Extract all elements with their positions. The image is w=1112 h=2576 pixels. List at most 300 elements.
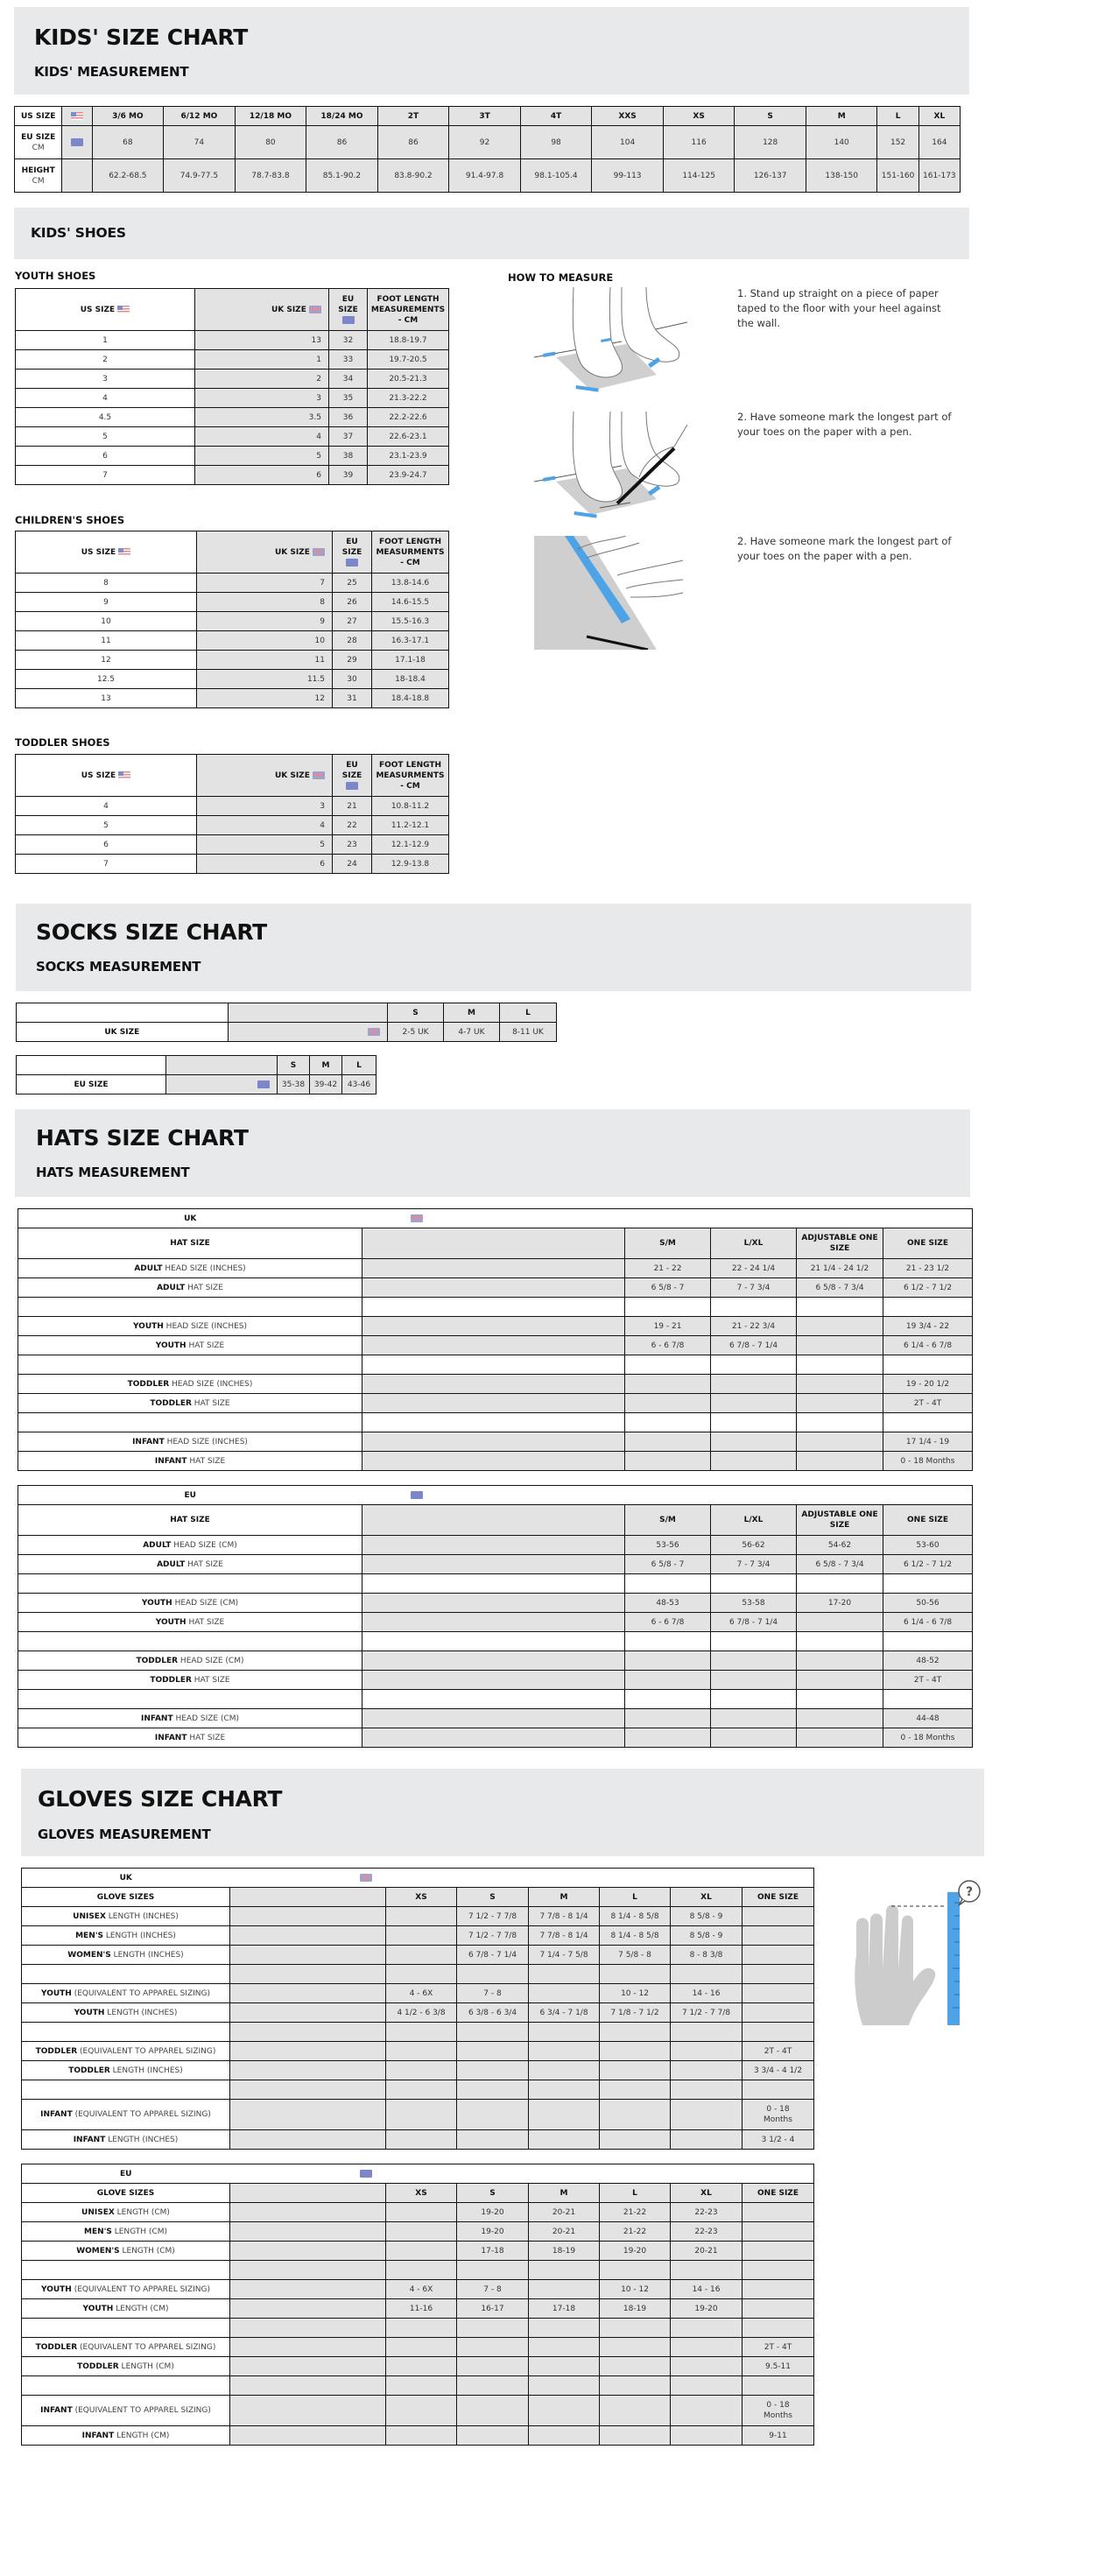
hats-cell [711, 1413, 797, 1432]
shoe-size-row [16, 593, 449, 612]
uk-flag-icon [360, 1874, 372, 1882]
gloves-cell [529, 1965, 600, 1984]
hats-row-label-group: TODDLER [136, 1656, 179, 1665]
gloves-row-label-group: WOMEN'S [76, 2246, 120, 2256]
uk-size-cell: 6 [195, 466, 329, 485]
foot-length-cell: 18-18.4 [372, 670, 449, 689]
gloves-row-label-group: YOUTH [41, 2284, 72, 2294]
hats-column-header: L/XL [711, 1228, 797, 1259]
socks-uk-size-l: L [499, 1003, 556, 1023]
gloves-cell [743, 1907, 814, 1926]
gloves-row-label-measure: LENGTH (CM) [111, 2227, 168, 2236]
gloves-cell: 3 3/4 - 4 1/2 [743, 2061, 814, 2080]
kids-cell: 126-137 [735, 159, 806, 193]
gloves-cell: 9.5-11 [743, 2357, 814, 2376]
gloves-row-label-group: INFANT [40, 2406, 73, 2415]
kids-row-flag [62, 159, 92, 193]
hats-row-label-group: INFANT [154, 1733, 187, 1742]
hats-cell [711, 1394, 797, 1413]
us-size-cell: 10 [16, 612, 197, 631]
gloves-cell [743, 2003, 814, 2023]
foot-length-cell: 23.1-23.9 [368, 447, 449, 466]
hats-cell: 17 1/4 - 19 [883, 1432, 973, 1452]
hats-cell [711, 1355, 797, 1375]
gloves-row-label-measure: LENGTH (INCHES) [105, 2135, 179, 2144]
hats-header-row [18, 1505, 973, 1536]
gloves-row-label [22, 2242, 230, 2261]
uk-size-cell: 9 [197, 612, 333, 631]
hats-spacer-row [18, 1690, 973, 1709]
gloves-cell: 2T - 4T [743, 2338, 814, 2357]
gloves-row-label-measure: (EQUIVALENT TO APPAREL SIZING) [72, 2406, 211, 2415]
gloves-cell [457, 2061, 529, 2080]
hats-row-label-group: TODDLER [150, 1398, 192, 1408]
gloves-cell [457, 2261, 529, 2280]
uk-size-cell: 1 [195, 350, 329, 370]
gloves-row-label-group: TODDLER [35, 2342, 78, 2352]
gloves-row-label-measure: (EQUIVALENT TO APPAREL SIZING) [71, 2284, 210, 2294]
hats-cell [797, 1728, 883, 1748]
hats-row [18, 1259, 973, 1278]
hats-cell: 6 5/8 - 7 3/4 [797, 1555, 883, 1574]
hats-row [18, 1432, 973, 1452]
gloves-cell: 4 1/2 - 6 3/8 [386, 2003, 457, 2023]
eu-size-cell: 36 [329, 408, 368, 427]
uk-size-header [195, 289, 329, 331]
shoe-size-row [16, 427, 449, 447]
gloves-row-label [22, 1907, 230, 1926]
gloves-row [22, 2042, 814, 2061]
gloves-cell [671, 2426, 743, 2446]
gloves-row-label [22, 2100, 230, 2130]
uk-size-label: UK SIZE [271, 305, 306, 314]
hats-row-label [18, 1709, 362, 1728]
hats-row-label-measure: HAT SIZE [191, 1675, 230, 1685]
gloves-row-label-group: YOUTH [74, 2008, 105, 2017]
hats-spacer-row [18, 1355, 973, 1375]
foot-length-header: FOOT LENGTH MEASURMENTS - CM [372, 531, 449, 574]
uk-size-label: UK SIZE [274, 771, 310, 780]
hats-row-label-measure: HAT SIZE [187, 1456, 226, 1466]
gloves-cell [743, 2222, 814, 2242]
hats-cell: 53-56 [625, 1536, 711, 1555]
kids-cell: S [735, 107, 806, 126]
gloves-size-chart-banner [21, 1769, 984, 1856]
gloves-cell: 7 1/8 - 7 1/2 [600, 2003, 671, 2023]
gloves-cell [743, 2242, 814, 2261]
gloves-cell [386, 2357, 457, 2376]
socks-uk-value-l: 8-11 UK [499, 1023, 556, 1042]
gloves-cell [457, 1965, 529, 1984]
gloves-cell: 7 - 8 [457, 1984, 529, 2003]
eu-size-cell: 23 [333, 835, 372, 855]
gloves-cell [386, 2203, 457, 2222]
gloves-cell [457, 2023, 529, 2042]
gloves-row-label [22, 2338, 230, 2357]
gloves-cell: 17-18 [529, 2299, 600, 2319]
kids-row-label-text: US SIZE [20, 111, 56, 121]
hats-column-header: L/XL [711, 1505, 797, 1536]
gloves-cell [457, 2396, 529, 2426]
gloves-cell: 10 - 12 [600, 1984, 671, 2003]
hats-row-label-group: INFANT [140, 1714, 173, 1723]
hats-row-label [18, 1728, 362, 1748]
gloves-cell [600, 2426, 671, 2446]
us-size-cell: 1 [16, 331, 195, 350]
how-to-step-3: 2. Have someone mark the longest part of your toes on the paper with a pen. [737, 535, 952, 562]
hats-row [18, 1278, 973, 1298]
kids-cell: 92 [449, 126, 521, 159]
gloves-cell [386, 2396, 457, 2426]
hats-row-blank [362, 1259, 625, 1278]
hats-row-blank [362, 1690, 625, 1709]
gloves-cell: 6 3/4 - 7 1/8 [529, 2003, 600, 2023]
hats-row-label-group: INFANT [154, 1456, 187, 1466]
gloves-row-label-measure: (EQUIVALENT TO APPAREL SIZING) [71, 1988, 210, 1998]
gloves-row-label-group: TODDLER [35, 2046, 78, 2056]
gloves-spacer-row [22, 2080, 814, 2100]
gloves-cell [386, 1946, 457, 1965]
gloves-cell [671, 2357, 743, 2376]
gloves-cell: 7 5/8 - 8 [600, 1946, 671, 1965]
gloves-column-header: XS [386, 2184, 457, 2203]
gloves-region-row [22, 2164, 814, 2184]
hats-cell [797, 1432, 883, 1452]
gloves-row-blank [230, 2003, 386, 2023]
hats-row [18, 1375, 973, 1394]
eu-flag-icon [71, 138, 83, 146]
kids-row-unit: CM [32, 176, 45, 186]
hats-row-label [18, 1536, 362, 1555]
hats-cell [797, 1651, 883, 1671]
gloves-cell [743, 1984, 814, 2003]
foot-length-cell: 10.8-11.2 [372, 797, 449, 816]
gloves-region-row [22, 1869, 814, 1888]
gloves-row-label [22, 1946, 230, 1965]
hats-row [18, 1651, 973, 1671]
gloves-cell: 4 - 6X [386, 1984, 457, 2003]
gloves-cell [529, 2280, 600, 2299]
kids-cell: 2T [377, 107, 449, 126]
kids-shoes-title: KIDS' SHOES [31, 225, 126, 241]
gloves-cell [386, 2222, 457, 2242]
gloves-header-blank [230, 1888, 386, 1907]
eu-size-header [333, 531, 372, 574]
hats-cell: 17-20 [797, 1594, 883, 1613]
hats-cell [625, 1574, 711, 1594]
uk-size-cell: 13 [195, 331, 329, 350]
hats-cell [711, 1452, 797, 1471]
foot-on-paper-illustration [534, 287, 687, 397]
hats-row-label-measure: HAT SIZE [185, 1283, 223, 1292]
hats-cell [625, 1375, 711, 1394]
gloves-cell [600, 2080, 671, 2100]
gloves-cell: 14 - 16 [671, 2280, 743, 2299]
hats-cell [625, 1709, 711, 1728]
kids-size-table [14, 106, 961, 193]
socks-eu-blank-gray [166, 1056, 278, 1075]
gloves-row [22, 2222, 814, 2242]
gloves-row-blank [230, 2426, 386, 2446]
gloves-cell: 22-23 [671, 2203, 743, 2222]
eu-size-cell: 22 [333, 816, 372, 835]
gloves-cell [600, 2130, 671, 2150]
hats-row-blank [362, 1555, 625, 1574]
gloves-cell [386, 2319, 457, 2338]
gloves-cell [529, 2130, 600, 2150]
hats-header-row [18, 1228, 973, 1259]
how-to-measure-heading: HOW TO MEASURE [508, 271, 614, 284]
shoe-size-row [16, 389, 449, 408]
gloves-cell [386, 2242, 457, 2261]
kids-cell: 74.9-77.5 [164, 159, 236, 193]
gloves-cell: 20-21 [529, 2222, 600, 2242]
hats-column-header: S/M [625, 1505, 711, 1536]
gloves-row-label [22, 2222, 230, 2242]
eu-size-label: EU SIZE [338, 294, 358, 314]
hats-row [18, 1613, 973, 1632]
gloves-row-blank [230, 2299, 386, 2319]
us-size-cell: 4 [16, 797, 197, 816]
gloves-cell [600, 1965, 671, 1984]
hats-cell: 7 - 7 3/4 [711, 1278, 797, 1298]
us-size-cell: 3 [16, 370, 195, 389]
hats-row [18, 1317, 973, 1336]
hats-row-label-measure: HEAD SIZE (CM) [172, 1714, 240, 1723]
foot-length-cell: 22.6-23.1 [368, 427, 449, 447]
gloves-cell: 20-21 [529, 2203, 600, 2222]
kids-row [15, 159, 961, 193]
gloves-cell [457, 2319, 529, 2338]
hats-region-flag [362, 1486, 973, 1505]
hats-spacer-row [18, 1574, 973, 1594]
kids-row [15, 107, 961, 126]
gloves-column-header: M [529, 2184, 600, 2203]
eu-size-cell: 25 [333, 574, 372, 593]
gloves-cell: 7 1/4 - 7 5/8 [529, 1946, 600, 1965]
gloves-row-label-measure: LENGTH (CM) [114, 2431, 170, 2440]
eu-size-cell: 28 [333, 631, 372, 651]
socks-size-chart-title: SOCKS SIZE CHART [36, 919, 267, 945]
gloves-cell [386, 2338, 457, 2357]
shoe-header-row [16, 289, 449, 331]
kids-shoes-banner [14, 208, 969, 259]
hats-cell: 54-62 [797, 1536, 883, 1555]
gloves-cell [457, 2100, 529, 2130]
foot-length-cell: 18.4-18.8 [372, 689, 449, 708]
kids-cell: L [877, 107, 918, 126]
eu-flag-icon [342, 316, 355, 324]
hats-cell [883, 1574, 973, 1594]
gloves-column-header: ONE SIZE [743, 2184, 814, 2203]
gloves-cell: 17-18 [457, 2242, 529, 2261]
gloves-cell [743, 2203, 814, 2222]
shoe-size-row [16, 466, 449, 485]
hats-cell [797, 1298, 883, 1317]
gloves-cell: 21-22 [600, 2222, 671, 2242]
kids-cell: 6/12 MO [164, 107, 236, 126]
hats-row-label-measure: HAT SIZE [186, 1341, 225, 1350]
hats-cell [797, 1613, 883, 1632]
eu-flag-icon [360, 2170, 372, 2178]
gloves-row-label-group: TODDLER [77, 2361, 119, 2371]
kids-cell: 74 [164, 126, 236, 159]
gloves-row-blank [230, 2357, 386, 2376]
gloves-row-label [22, 2280, 230, 2299]
gloves-row [22, 2061, 814, 2080]
hats-cell [711, 1432, 797, 1452]
uk-size-cell: 5 [197, 835, 333, 855]
uk-size-cell: 7 [197, 574, 333, 593]
hats-cell [625, 1651, 711, 1671]
gloves-row-blank [230, 2023, 386, 2042]
gloves-row-blank [230, 2261, 386, 2280]
gloves-row-blank [230, 1907, 386, 1926]
socks-eu-label: EU SIZE [17, 1075, 166, 1094]
gloves-cell: 2T - 4T [743, 2042, 814, 2061]
socks-uk-value-m: 4-7 UK [444, 1023, 500, 1042]
gloves-cell [600, 2061, 671, 2080]
hats-cell [625, 1671, 711, 1690]
hats-cell: 21 - 22 [625, 1259, 711, 1278]
gloves-cell [457, 2130, 529, 2150]
uk-size-header [197, 755, 333, 797]
gloves-row-blank [230, 1965, 386, 1984]
kids-cell: 140 [806, 126, 877, 159]
gloves-cell: 7 1/2 - 7 7/8 [457, 1907, 529, 1926]
hats-row-label [18, 1336, 362, 1355]
gloves-cell [671, 2396, 743, 2426]
kids-cell: XL [918, 107, 960, 126]
hats-cell: 2T - 4T [883, 1671, 973, 1690]
shoe-header-row [16, 755, 449, 797]
gloves-cell [743, 2023, 814, 2042]
hand-measurement-illustration [841, 1868, 981, 2025]
hats-cell [711, 1632, 797, 1651]
gloves-row-label-group: INFANT [40, 2110, 73, 2119]
gloves-row [22, 2299, 814, 2319]
hats-column-header: ONE SIZE [883, 1228, 973, 1259]
hats-cell [883, 1632, 973, 1651]
kids-cell: 83.8-90.2 [377, 159, 449, 193]
hats-row-label-measure: HAT SIZE [185, 1559, 223, 1569]
kids-cell: 86 [377, 126, 449, 159]
gloves-cell [671, 2061, 743, 2080]
foot-length-cell: 11.2-12.1 [372, 816, 449, 835]
us-size-cell: 9 [16, 593, 197, 612]
gloves-row-label-measure: LENGTH (INCHES) [110, 1950, 184, 1960]
eu-size-cell: 30 [333, 670, 372, 689]
gloves-cell [671, 2130, 743, 2150]
hats-row-label [18, 1594, 362, 1613]
hats-row-blank [362, 1355, 625, 1375]
hats-row-label-group: INFANT [132, 1437, 165, 1446]
gloves-row-label-group: WOMEN'S [67, 1950, 111, 1960]
socks-uk-size-m: M [444, 1003, 500, 1023]
hats-row [18, 1394, 973, 1413]
hats-cell: 0 - 18 Months [883, 1728, 973, 1748]
youth-shoes-table [15, 288, 449, 485]
gloves-row-blank [230, 2042, 386, 2061]
gloves-cell: 8 1/4 - 8 5/8 [600, 1926, 671, 1946]
hats-row-label-measure: HAT SIZE [187, 1733, 226, 1742]
us-flag-icon [117, 306, 130, 313]
hats-row-blank [362, 1278, 625, 1298]
socks-uk-table [16, 1003, 557, 1042]
hats-cell [625, 1452, 711, 1471]
us-size-cell: 8 [16, 574, 197, 593]
eu-size-cell: 34 [329, 370, 368, 389]
gloves-row-label [22, 2061, 230, 2080]
eu-size-cell: 24 [333, 855, 372, 874]
hats-row-label-measure: HEAD SIZE (INCHES) [164, 1437, 248, 1446]
gloves-cell [671, 2338, 743, 2357]
hats-cell: 22 - 24 1/4 [711, 1259, 797, 1278]
hats-row-blank [362, 1613, 625, 1632]
gloves-row-blank [230, 2338, 386, 2357]
hats-cell [711, 1375, 797, 1394]
gloves-row-label [22, 2203, 230, 2222]
us-size-cell: 12.5 [16, 670, 197, 689]
socks-uk-blank-gray [228, 1003, 387, 1023]
hats-row-label-group: YOUTH [141, 1598, 172, 1608]
hats-cell [711, 1298, 797, 1317]
foot-length-cell: 13.8-14.6 [372, 574, 449, 593]
gloves-cell [671, 2080, 743, 2100]
gloves-row-label [22, 2023, 230, 2042]
gloves-cell: 14 - 16 [671, 1984, 743, 2003]
gloves-cell [529, 2338, 600, 2357]
socks-uk-size-s: S [388, 1003, 444, 1023]
gloves-row-label-measure: LENGTH (CM) [113, 2304, 169, 2313]
hats-column-header: ONE SIZE [883, 1505, 973, 1536]
uk-size-cell: 3 [195, 389, 329, 408]
hats-cell [625, 1394, 711, 1413]
uk-flag-icon [309, 306, 321, 313]
gloves-column-header: L [600, 2184, 671, 2203]
eu-size-cell: 31 [333, 689, 372, 708]
gloves-cell [671, 2023, 743, 2042]
kids-cell: 3/6 MO [92, 107, 164, 126]
hats-row-blank [362, 1632, 625, 1651]
hats-cell: 6 1/2 - 7 1/2 [883, 1278, 973, 1298]
foot-length-cell: 12.9-13.8 [372, 855, 449, 874]
foot-length-header: FOOT LENGTH MEASURMENTS - CM [372, 755, 449, 797]
help-question-icon: ? [965, 1885, 974, 1899]
uk-size-label: UK SIZE [274, 547, 310, 557]
eu-flag-icon [411, 1491, 423, 1499]
youth-shoes-heading: YOUTH SHOES [15, 270, 96, 282]
hats-cell [625, 1432, 711, 1452]
gloves-column-header: S [457, 2184, 529, 2203]
gloves-row-label-measure: LENGTH (INCHES) [102, 1931, 176, 1940]
hats-cell [797, 1413, 883, 1432]
hats-row [18, 1336, 973, 1355]
gloves-cell [457, 2426, 529, 2446]
gloves-cell: 18-19 [600, 2299, 671, 2319]
foot-length-cell: 15.5-16.3 [372, 612, 449, 631]
socks-eu-size-l: L [342, 1056, 377, 1075]
gloves-cell: 7 - 8 [457, 2280, 529, 2299]
uk-size-cell: 8 [197, 593, 333, 612]
gloves-cell [386, 1907, 457, 1926]
hats-row-label [18, 1432, 362, 1452]
gloves-row-label [22, 2130, 230, 2150]
gloves-cell [457, 2338, 529, 2357]
gloves-cell [386, 2100, 457, 2130]
hats-row-label-measure: HEAD SIZE (CM) [172, 1598, 239, 1608]
gloves-column-header: S [457, 1888, 529, 1907]
